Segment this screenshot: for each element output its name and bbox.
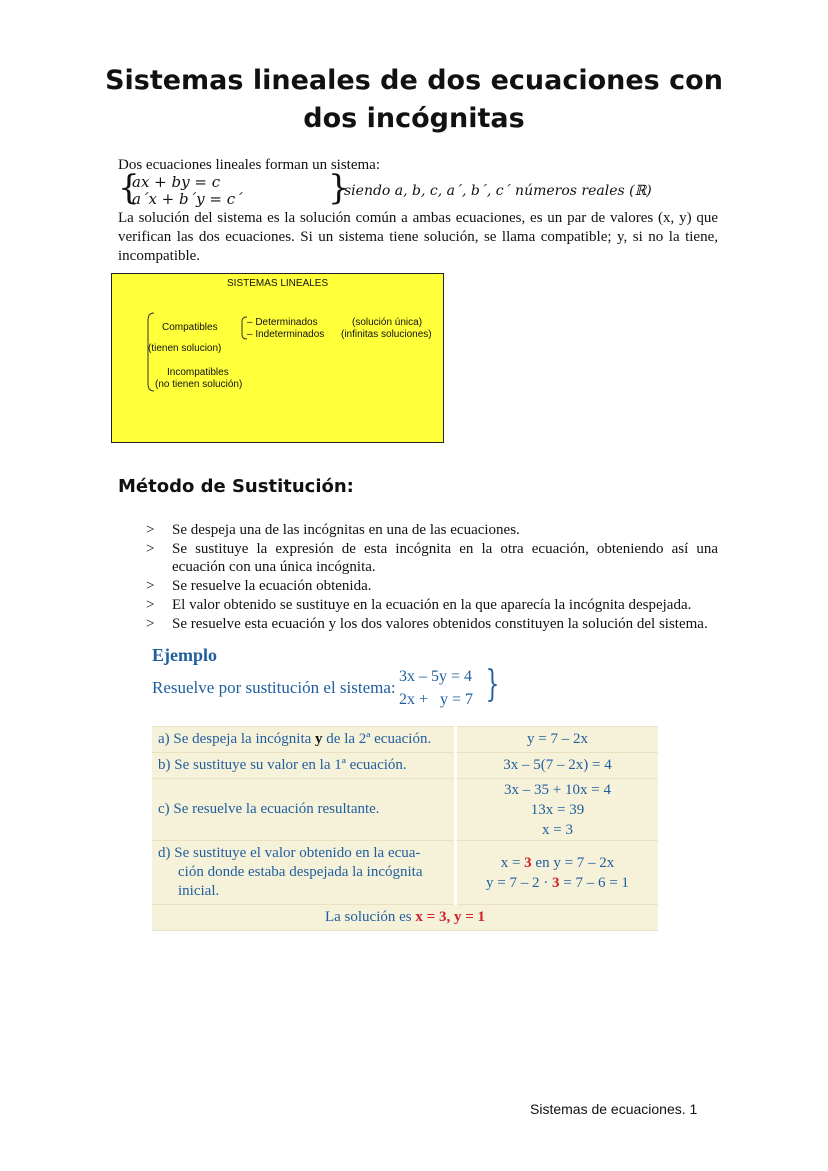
example-brace: } [485,664,500,705]
classification-diagram [111,273,444,443]
page-footer: Sistemas de ecuaciones. 1 [530,1101,698,1117]
diagram-unica: (solución única) [352,317,423,328]
example-label: Ejemplo [152,645,217,665]
step-text: Se resuelve la ecuación obtenida. [172,578,372,594]
step-d-line-2: ción donde estaba despejada la incógnita [178,864,423,880]
right-brace: } [328,168,350,208]
step-d-line-r1: x = 3 en y = 7 – 2x [500,854,615,871]
step-text: Se despeja una de las incógnitas en una de las ecuaciones. [172,522,520,538]
bullet-marker: > [146,541,155,557]
intro-text: Dos ecuaciones lineales forman un sistema: [118,157,381,173]
diagram-no-tienen: (no tienen solución) [155,379,243,390]
table-row [152,753,658,779]
table-row [152,905,658,931]
step-a-result: y = 7 – 2x [456,727,659,753]
table-row [152,727,658,753]
step-c-text: c) Se resuelve la ecuación resultante. [152,779,456,841]
bullet-marker: > [146,597,155,613]
system-eq-1: ax + by = c [132,173,221,191]
step-c-line-1: 3x – 35 + 10x = 4 [504,781,611,798]
bullet-marker: > [146,522,155,538]
example-eq-1: 3x – 5y = 4 [399,668,473,685]
step-d-line-1: d) Se sustituye el valor obtenido en la ecua- [158,845,421,861]
page-title [0,62,828,138]
solution-row: La solución es x = 3, y = 1 [152,905,658,931]
title-line-2: dos incógnitas [303,103,525,134]
system-eq-2: a´x + b´y = c´ [132,190,243,208]
step-b-text: b) Se sustituye su valor en la 1ª ecuación. [152,753,456,779]
diagram-compatibles: Compatibles [162,322,218,333]
step-c-line-2: 13x = 39 [530,801,585,818]
example-eq-2: 2x + y = 7 [399,691,474,708]
step-d-line-r2: y = 7 – 2 · 3 = 7 – 6 = 1 [486,874,629,891]
bullet-marker: > [146,616,155,632]
left-brace: { [118,168,140,208]
diagram-tienen: (tienen solucion) [148,343,222,354]
system-note: siendo a, b, c, a´, b´, c´ números reales (ℝ) [344,183,652,199]
general-system [118,168,718,208]
list-item [146,596,718,614]
list-item [146,540,718,576]
solution-paragraph: La solución del sistema es la solución común a ambas ecuaciones, es un par de valores (x, y) que verifican las dos ecuaciones. Si un sistema tiene solución, se llama compatible; y, si no la tiene, incompatible. [118,210,718,264]
list-item [146,521,718,539]
solution-value: x = 3, y = 1 [415,909,485,925]
step-c-line-3: x = 3 [542,821,573,838]
step-c-result [456,779,659,841]
bullet-marker: > [146,578,155,594]
example-prompt: Resuelve por sustitución el sistema: [152,678,396,697]
method-heading: Método de Sustitución: [118,476,354,497]
title-line-1: Sistemas lineales de dos ecuaciones con [105,65,723,96]
step-d-text [152,841,456,905]
step-text: Se sustituye la expresión de esta incógnita en la otra ecuación, obteniendo así una ecuación con una única incógnita. [172,541,718,575]
list-item [146,577,718,595]
table-row [152,779,658,841]
step-d-line-3: inicial. [178,883,220,899]
table-row [152,841,658,905]
diagram-determinados: – Determinados [247,317,318,328]
example-steps-table [152,726,658,931]
list-item [146,615,718,633]
diagram-incompatibles: Incompatibles [167,367,229,378]
diagram-title: SISTEMAS LINEALES [227,278,329,289]
step-a-text: a) Se despeja la incógnita y de la 2ª ecuación. [152,727,456,753]
step-text: El valor obtenido se sustituye en la ecuación en la que aparecía la incógnita despejada. [172,597,692,613]
method-steps [146,521,718,634]
step-a-var: y [315,731,323,747]
step-d-result [456,841,659,905]
diagram-indeterminados: – Indeterminados [247,329,325,340]
diagram-infinitas: (infinitas soluciones) [341,329,432,340]
step-b-result: 3x – 5(7 – 2x) = 4 [456,753,659,779]
step-text: Se resuelve esta ecuación y los dos valores obtenidos constituyen la solución del sistema. [172,616,708,632]
